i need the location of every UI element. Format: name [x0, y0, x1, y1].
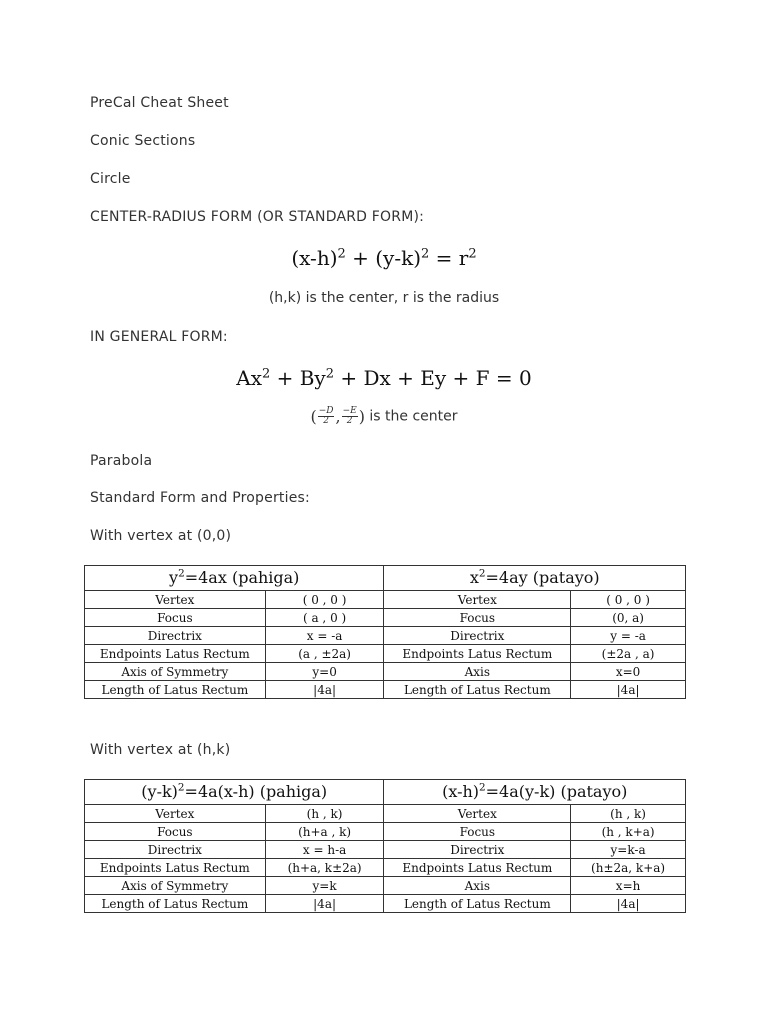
page-title: PreCal Cheat Sheet [90, 95, 229, 111]
table-cell: Axis [384, 877, 571, 895]
table-cell: Axis [384, 663, 571, 681]
table-cell: y=k-a [571, 841, 686, 859]
table-cell: Directrix [384, 841, 571, 859]
table-cell: (h+a, k±2a) [265, 859, 384, 877]
parabola-subheading: Standard Form and Properties: [90, 490, 310, 506]
table-cell: (0, a) [571, 609, 686, 627]
table-cell: (±2a , a) [571, 645, 686, 663]
section-heading: Conic Sections [90, 133, 196, 149]
fraction-neg-e-over-2: $\frac{-E}{2}$ [342, 406, 357, 426]
general-form-caption: ( $\frac{-D}{2}$ , $\frac{-E}{2}$ ) is the center [310, 406, 458, 426]
table-cell: y = -a [571, 627, 686, 645]
table-cell: Focus [85, 609, 266, 627]
table-cell: x=0 [571, 663, 686, 681]
table-cell: Endpoints Latus Rectum [384, 645, 571, 663]
parabola-origin-table [84, 565, 686, 699]
table-cell: (h , k+a) [571, 823, 686, 841]
general-form-label: IN GENERAL FORM: [90, 329, 228, 345]
table-cell: (h+a , k) [265, 823, 384, 841]
table-cell: |4a| [571, 895, 686, 913]
table-cell: Axis of Symmetry [85, 877, 266, 895]
table-cell: Vertex [85, 805, 266, 823]
vertex-hk-label: With vertex at (h,k) [90, 742, 231, 758]
table-cell: Focus [384, 823, 571, 841]
table-cell: |4a| [265, 681, 384, 699]
table-cell: Directrix [85, 841, 266, 859]
table-cell: Directrix [85, 627, 266, 645]
table-cell: Length of Latus Rectum [384, 681, 571, 699]
header-patayo: $(x-h)^2=4a(y-k)$ (patayo) [384, 780, 686, 805]
table-cell: Length of Latus Rectum [85, 681, 266, 699]
table-cell: (a , ±2a) [265, 645, 384, 663]
table-cell: ( 0 , 0 ) [571, 591, 686, 609]
table-cell: (h , k) [571, 805, 686, 823]
table-cell: |4a| [265, 895, 384, 913]
table-row [85, 609, 686, 627]
table-cell: Vertex [384, 805, 571, 823]
table-row [85, 591, 686, 609]
table-cell: Focus [85, 823, 266, 841]
table-cell: ( 0 , 0 ) [265, 591, 384, 609]
circle-general-equation: $Ax^2 + By^2 + Dx + Ey + F = 0$ [236, 366, 532, 390]
table-cell: |4a| [571, 681, 686, 699]
header-pahiga: $y^2=4ax$ (pahiga) [85, 566, 384, 591]
standard-form-label: CENTER-RADIUS FORM (OR STANDARD FORM): [90, 209, 425, 225]
table-cell: y=k [265, 877, 384, 895]
table-row [85, 859, 686, 877]
parabola-hk-table [84, 779, 686, 913]
table-row [85, 663, 686, 681]
table-cell: Vertex [384, 591, 571, 609]
fraction-neg-d-over-2: $\frac{-D}{2}$ [318, 406, 334, 426]
table-row [85, 681, 686, 699]
table-cell: ( a , 0 ) [265, 609, 384, 627]
table-header-row [85, 566, 686, 591]
table-cell: Endpoints Latus Rectum [85, 859, 266, 877]
circle-heading: Circle [90, 171, 131, 187]
table-row [85, 805, 686, 823]
header-pahiga: $(y-k)^2=4a(x-h)$ (pahiga) [85, 780, 384, 805]
table-cell: Endpoints Latus Rectum [85, 645, 266, 663]
table-cell: Focus [384, 609, 571, 627]
table-row [85, 627, 686, 645]
table-row [85, 645, 686, 663]
table-row [85, 895, 686, 913]
table-row [85, 823, 686, 841]
table-row [85, 841, 686, 859]
vertex-origin-label: With vertex at (0,0) [90, 528, 232, 544]
table-header-row [85, 780, 686, 805]
table-cell: (h±2a, k+a) [571, 859, 686, 877]
table-cell: Directrix [384, 627, 571, 645]
header-patayo: $x^2=4ay$ (patayo) [384, 566, 686, 591]
parabola-heading: Parabola [90, 453, 153, 469]
table-cell: (h , k) [265, 805, 384, 823]
table-row [85, 877, 686, 895]
table-cell: Length of Latus Rectum [85, 895, 266, 913]
standard-form-caption: (h,k) is the center, r is the radius [268, 290, 500, 306]
table-cell: x = -a [265, 627, 384, 645]
table-cell: x=h [571, 877, 686, 895]
table-cell: Endpoints Latus Rectum [384, 859, 571, 877]
table-cell: Vertex [85, 591, 266, 609]
table-cell: x = h-a [265, 841, 384, 859]
table-cell: Length of Latus Rectum [384, 895, 571, 913]
table-cell: Axis of Symmetry [85, 663, 266, 681]
table-cell: y=0 [265, 663, 384, 681]
circle-standard-equation: $(x-h)^2 + (y-k)^2 = r^2$ [291, 246, 477, 270]
